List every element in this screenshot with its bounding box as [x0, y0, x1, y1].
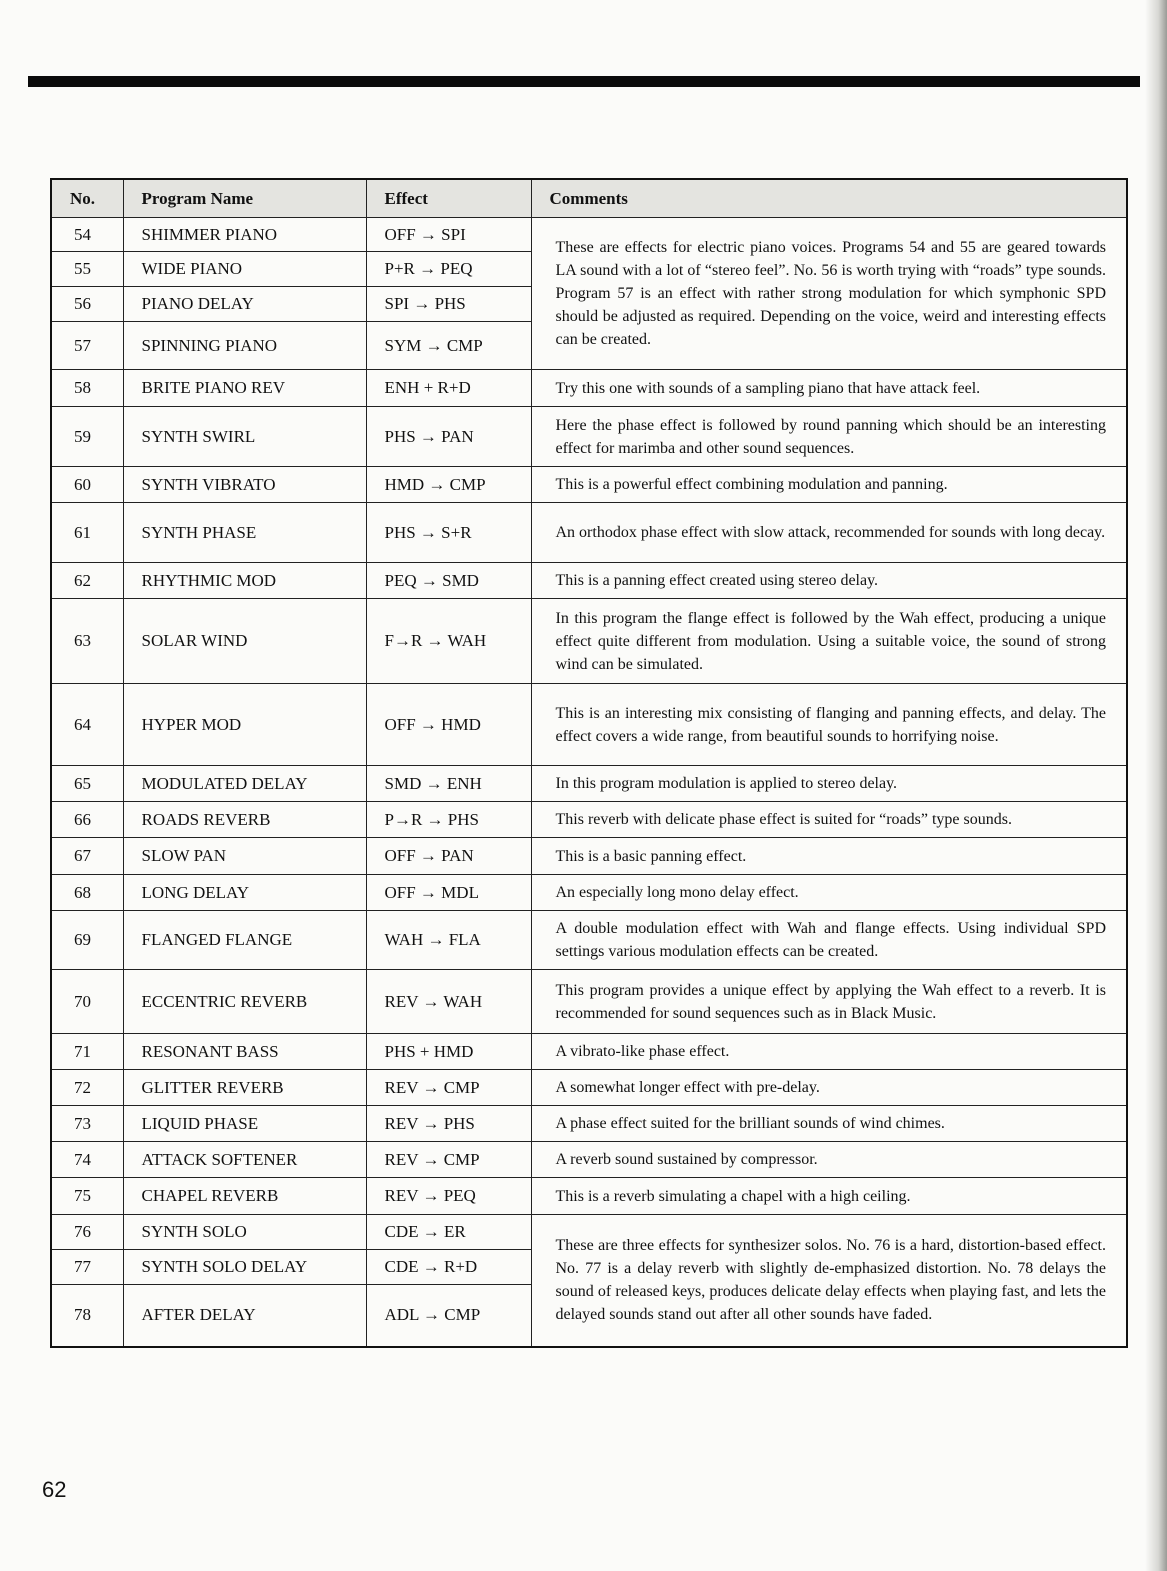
program-name: SYNTH SOLO DELAY — [123, 1250, 366, 1285]
program-name: SYNTH SOLO — [123, 1215, 366, 1250]
table-row — [51, 1178, 1127, 1215]
program-number: 73 — [51, 1106, 123, 1142]
program-name: RESONANT BASS — [123, 1034, 366, 1070]
program-comment: This is a basic panning effect. — [531, 838, 1127, 875]
program-comment: An especially long mono delay effect. — [531, 875, 1127, 911]
program-name: HYPER MOD — [123, 684, 366, 766]
effect-chain: SPI → PHS — [366, 287, 531, 322]
program-comment: This is a reverb simulating a chapel with a high ceiling. — [531, 1178, 1127, 1215]
effect-chain: OFF → MDL — [366, 875, 531, 911]
program-number: 70 — [51, 970, 123, 1034]
table-row — [51, 875, 1127, 911]
effect-chain: REV → CMP — [366, 1070, 531, 1106]
effect-chain: HMD → CMP — [366, 467, 531, 503]
program-name: GLITTER REVERB — [123, 1070, 366, 1106]
table-row — [51, 802, 1127, 838]
program-comment: In this program the flange effect is followed by the Wah effect, producing a unique effect quite different from modulation. Using a suitable voice, the sound of strong wind can be simulated. — [531, 599, 1127, 684]
table-row — [51, 407, 1127, 467]
table-row — [51, 684, 1127, 766]
program-comment: A double modulation effect with Wah and flange effects. Using individual SPD settings various modulation effects can be created. — [531, 911, 1127, 970]
effect-chain: CDE → R+D — [366, 1250, 531, 1285]
header-no: No. — [51, 179, 123, 218]
program-name: FLANGED FLANGE — [123, 911, 366, 970]
table-row — [51, 599, 1127, 684]
program-name: CHAPEL REVERB — [123, 1178, 366, 1215]
table-row — [51, 1215, 1127, 1250]
table-row — [51, 370, 1127, 407]
program-name: WIDE PIANO — [123, 252, 366, 287]
table-row — [51, 467, 1127, 503]
program-comment: A somewhat longer effect with pre-delay. — [531, 1070, 1127, 1106]
program-number: 62 — [51, 563, 123, 599]
program-name: ATTACK SOFTENER — [123, 1142, 366, 1178]
effect-chain: OFF → SPI — [366, 218, 531, 252]
effect-program-table — [50, 178, 1128, 1348]
table-row — [51, 970, 1127, 1034]
page-number: 62 — [42, 1477, 67, 1502]
effect-chain: PHS + HMD — [366, 1034, 531, 1070]
program-comment: A phase effect suited for the brilliant sounds of wind chimes. — [531, 1106, 1127, 1142]
program-name: SLOW PAN — [123, 838, 366, 875]
program-number: 75 — [51, 1178, 123, 1215]
program-number: 71 — [51, 1034, 123, 1070]
program-number: 55 — [51, 252, 123, 287]
program-comment: Here the phase effect is followed by round panning which should be an interesting effect for marimba and other sound sequences. — [531, 407, 1127, 467]
program-number: 78 — [51, 1285, 123, 1347]
program-comment: A reverb sound sustained by compressor. — [531, 1142, 1127, 1178]
table-row — [51, 1070, 1127, 1106]
program-name: AFTER DELAY — [123, 1285, 366, 1347]
program-name: ECCENTRIC REVERB — [123, 970, 366, 1034]
program-name: SYNTH PHASE — [123, 503, 366, 563]
program-name: SYNTH SWIRL — [123, 407, 366, 467]
effect-chain: PHS → S+R — [366, 503, 531, 563]
header-effect: Effect — [366, 179, 531, 218]
effect-chain: P→R → PHS — [366, 802, 531, 838]
program-number: 59 — [51, 407, 123, 467]
program-comment: This is a panning effect created using stereo delay. — [531, 563, 1127, 599]
program-comment: A vibrato-like phase effect. — [531, 1034, 1127, 1070]
program-number: 64 — [51, 684, 123, 766]
effect-chain: SMD → ENH — [366, 766, 531, 802]
effect-chain: P+R → PEQ — [366, 252, 531, 287]
program-name: MODULATED DELAY — [123, 766, 366, 802]
program-name: RHYTHMIC MOD — [123, 563, 366, 599]
table-row — [51, 218, 1127, 252]
program-number: 58 — [51, 370, 123, 407]
program-number: 60 — [51, 467, 123, 503]
effect-chain: SYM → CMP — [366, 322, 531, 370]
effect-chain: CDE → ER — [366, 1215, 531, 1250]
effect-chain: PHS → PAN — [366, 407, 531, 467]
program-name: SHIMMER PIANO — [123, 218, 366, 252]
program-name: LIQUID PHASE — [123, 1106, 366, 1142]
table-row — [51, 503, 1127, 563]
program-name: LONG DELAY — [123, 875, 366, 911]
table-row — [51, 563, 1127, 599]
program-comment: This program provides a unique effect by applying the Wah effect to a reverb. It is recommended for sound sequences such as in Black Music. — [531, 970, 1127, 1034]
program-number: 61 — [51, 503, 123, 563]
table-row — [51, 911, 1127, 970]
effect-chain: OFF → PAN — [366, 838, 531, 875]
program-comment: Try this one with sounds of a sampling piano that have attack feel. — [531, 370, 1127, 407]
program-comment: An orthodox phase effect with slow attack, recommended for sounds with long decay. — [531, 503, 1127, 563]
effect-chain: F→R → WAH — [366, 599, 531, 684]
table-header-row — [51, 179, 1127, 218]
program-number: 77 — [51, 1250, 123, 1285]
effect-chain: WAH → FLA — [366, 911, 531, 970]
table-row — [51, 766, 1127, 802]
top-rule — [28, 76, 1140, 87]
program-comment: This is a powerful effect combining modulation and panning. — [531, 467, 1127, 503]
program-number: 76 — [51, 1215, 123, 1250]
program-name: PIANO DELAY — [123, 287, 366, 322]
program-number: 68 — [51, 875, 123, 911]
program-name: SYNTH VIBRATO — [123, 467, 366, 503]
program-number: 66 — [51, 802, 123, 838]
program-name: SPINNING PIANO — [123, 322, 366, 370]
program-comment: In this program modulation is applied to stereo delay. — [531, 766, 1127, 802]
effect-chain: REV → CMP — [366, 1142, 531, 1178]
program-number: 67 — [51, 838, 123, 875]
table-row — [51, 1106, 1127, 1142]
effect-chain: PEQ → SMD — [366, 563, 531, 599]
table-row — [51, 838, 1127, 875]
program-name: ROADS REVERB — [123, 802, 366, 838]
program-number: 63 — [51, 599, 123, 684]
effect-chain: REV → WAH — [366, 970, 531, 1034]
effect-chain: ADL → CMP — [366, 1285, 531, 1347]
program-number: 57 — [51, 322, 123, 370]
program-number: 74 — [51, 1142, 123, 1178]
effect-chain: REV → PEQ — [366, 1178, 531, 1215]
program-comment: These are three effects for synthesizer solos. No. 76 is a hard, distortion-based effect. No. 77 is a delay reverb with slightly de-emphasized distortion. No. 78 delays the sound of released keys, produces delicate delay effects when playing fast, and lets the delayed sounds stand out after all other sounds have faded. — [531, 1215, 1127, 1347]
program-comment: This is an interesting mix consisting of flanging and panning effects, and delay. The effect covers a wide range, from beautiful sounds to horrifying noise. — [531, 684, 1127, 766]
page-edge-shadow — [1145, 0, 1167, 1571]
program-comment: These are effects for electric piano voices. Programs 54 and 55 are geared towards LA sound with a lot of “stereo feel”. No. 56 is worth trying with “roads” type sounds. Program 57 is an effect with rather strong modulation for which symphonic SPD should be adjusted as required. Depending on the voice, weird and interesting effects can be created. — [531, 218, 1127, 370]
effect-chain: REV → PHS — [366, 1106, 531, 1142]
table-row — [51, 1142, 1127, 1178]
program-number: 69 — [51, 911, 123, 970]
program-name: BRITE PIANO REV — [123, 370, 366, 407]
effect-chain: ENH + R+D — [366, 370, 531, 407]
program-number: 72 — [51, 1070, 123, 1106]
program-comment: This reverb with delicate phase effect is suited for “roads” type sounds. — [531, 802, 1127, 838]
table-row — [51, 1034, 1127, 1070]
program-number: 56 — [51, 287, 123, 322]
program-number: 54 — [51, 218, 123, 252]
header-program-name: Program Name — [123, 179, 366, 218]
program-name: SOLAR WIND — [123, 599, 366, 684]
header-comments: Comments — [531, 179, 1127, 218]
effect-chain: OFF → HMD — [366, 684, 531, 766]
program-number: 65 — [51, 766, 123, 802]
